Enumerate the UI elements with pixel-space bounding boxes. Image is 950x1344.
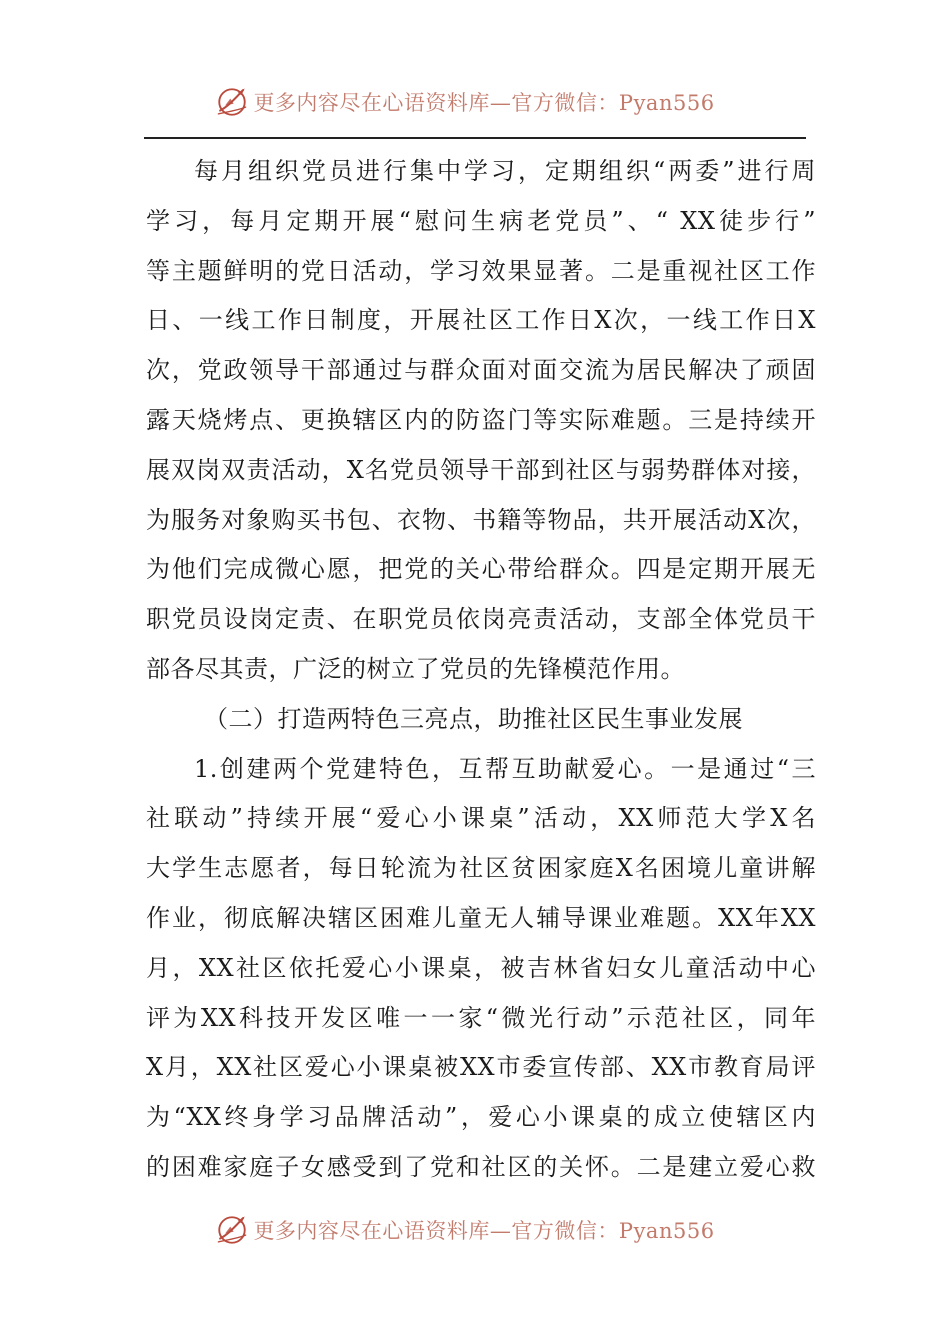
- text-line: 为服务对象购买书包、衣物、书籍等物品，共开展活动X次，: [146, 505, 816, 534]
- header-divider: [144, 137, 806, 139]
- text-line: 大学生志愿者，每日轮流为社区贫困家庭X名困境儿童讲解: [146, 854, 816, 883]
- header-banner: [0, 82, 950, 122]
- text-line: 学习，每月定期开展“慰问生病老党员”、“ XX徒步行”: [146, 206, 816, 235]
- footer-banner-text: 更多内容尽在心语资料库—官方微信：Pyan556: [253, 1219, 715, 1243]
- text-line: 部各尽其责，广泛的树立了党员的先锋模范作用。: [146, 654, 685, 683]
- header-banner-text: 更多内容尽在心语资料库—官方微信：Pyan556: [253, 91, 715, 115]
- text-line: 1.创建两个党建特色，互帮互助献爱心。一是通过“三: [194, 754, 816, 783]
- text-line: 社联动”持续开展“爱心小课桌”活动，XX师范大学X名: [146, 804, 816, 833]
- text-line: 次，党政领导干部通过与群众面对面交流为居民解决了顽固: [146, 356, 816, 385]
- text-line: 为他们完成微心愿，把党的关心带给群众。四是定期开展无: [146, 555, 816, 584]
- text-line: X月，XX社区爱心小课桌被XX市委宣传部、XX市教育局评: [146, 1053, 816, 1082]
- text-line: 每月组织党员进行集中学习，定期组织“两委”进行周: [194, 157, 816, 185]
- pen-nib-logo-icon: [215, 1213, 249, 1247]
- document-body: [146, 147, 816, 1193]
- text-line: 的困难家庭子女感受到了党和社区的关怀。二是建立爱心救: [146, 1152, 816, 1181]
- text-line: 等主题鲜明的党日活动，学习效果显著。二是重视社区工作: [146, 256, 816, 285]
- footer-banner: [0, 1210, 950, 1250]
- text-line: 职党员设岗定责、在职党员依岗亮责活动，支部全体党员干: [146, 605, 816, 634]
- text-line: 展双岗双责活动，X名党员领导干部到社区与弱势群体对接，: [146, 455, 816, 484]
- footer-banner-inner: [215, 1213, 714, 1247]
- text-line: 月，XX社区依托爱心小课桌，被吉林省妇女儿童活动中心: [146, 953, 816, 982]
- section-heading: （二）打造两特色三亮点，助推社区民生事业发展: [204, 704, 743, 733]
- header-banner-inner: [215, 85, 714, 119]
- text-line: 日、一线工作日制度，开展社区工作日X次，一线工作日X: [146, 306, 816, 335]
- text-line: 露天烧烤点、更换辖区内的防盗门等实际难题。三是持续开: [146, 405, 816, 434]
- text-line: 评为XX科技开发区唯一一家“微光行动”示范社区，同年: [146, 1003, 816, 1032]
- text-line: 作业，彻底解决辖区困难儿童无人辅导课业难题。XX年XX: [146, 903, 816, 932]
- text-line: 为“XX终身学习品牌活动”，爱心小课桌的成立使辖区内: [146, 1103, 816, 1132]
- pen-nib-logo-icon: [215, 85, 249, 119]
